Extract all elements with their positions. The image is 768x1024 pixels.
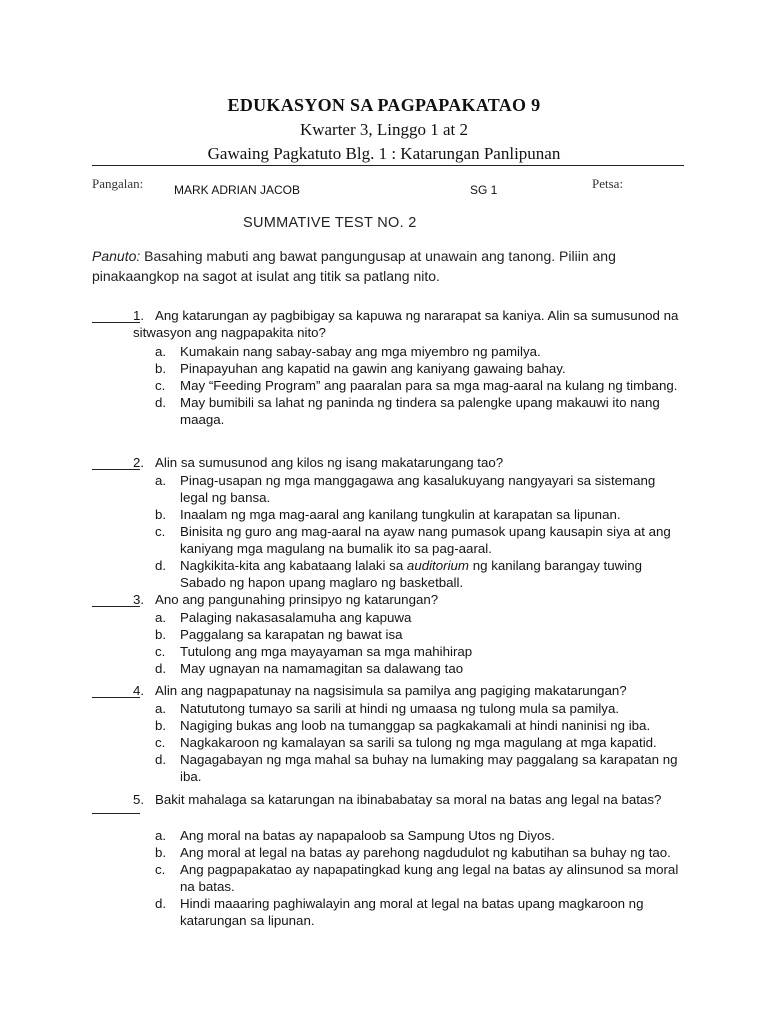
question-number: 5.: [133, 792, 145, 807]
option-letter: d.: [155, 896, 167, 911]
question-number: 2.: [133, 455, 145, 470]
option-a: [155, 472, 685, 506]
question-number: 1.: [133, 308, 145, 323]
option-text: Binisita ng guro ang mag-aaral na ayaw nang pumasok upang kausapin siya at ang kaniyang mga magulang na bumalik ito sa pag-aaral.: [180, 524, 671, 556]
document-title: EDUKASYON SA PAGPAPAKATAO 9: [227, 95, 541, 115]
option-letter: b.: [155, 361, 167, 376]
option-text: Nagkakaroon ng kamalayan sa sarili sa tulong ng mga magulang at mga kapatid.: [180, 735, 657, 750]
option-text: Ang moral na batas ay napapaloob sa Sampung Utos ng Diyos.: [180, 828, 555, 843]
option-letter: d.: [155, 395, 167, 410]
option-a: [155, 700, 685, 717]
question-text: Alin ang nagpapatunay na nagsisimula sa pamilya ang pagiging makatarungan?: [155, 683, 627, 698]
option-letter: c.: [155, 735, 166, 750]
question-text: Alin sa sumusunod ang kilos ng isang makatarungang tao?: [155, 455, 504, 470]
question-text: Ang katarungan ay pagbibigay sa kapuwa ng nararapat sa kaniya. Alin sa sumusunod na sitwasyon ang nagpapakita nito?: [133, 308, 679, 340]
option-text: May bumibili sa lahat ng paninda ng tindera sa palengke upang makauwi ito nang maaga.: [180, 395, 660, 427]
question-stem: [133, 454, 679, 471]
option-c: [155, 643, 685, 660]
option-c: [155, 861, 685, 895]
instructions-text: Basahing mabuti ang bawat pangungusap at unawain ang tanong. Piliin ang pinakaangkop na sagot at isulat ang titik sa patlang nito.: [92, 248, 616, 284]
option-letter: d.: [155, 752, 167, 767]
option-a: [155, 609, 685, 626]
option-text: Ang pagpapakatao ay napapatingkad kung ang legal na batas ay alinsunod sa moral na batas.: [180, 862, 679, 894]
option-text: May “Feeding Program” ang paaralan para sa mga mag-aaral na kulang ng timbang.: [180, 378, 678, 393]
option-text-part: Nagkikita-kita ang kabataang lalaki sa: [180, 558, 407, 573]
option-d: [155, 557, 685, 591]
option-text: Inaalam ng mga mag-aaral ang kanilang tungkulin at karapatan sa lipunan.: [180, 507, 621, 522]
option-text: Kumakain nang sabay-sabay ang mga miyembro ng pamilya.: [180, 344, 541, 359]
section-value: SG 1: [470, 183, 498, 197]
option-c: [155, 734, 685, 751]
instructions: [92, 246, 652, 286]
option-letter: b.: [155, 627, 167, 642]
option-d: [155, 895, 685, 929]
option-d: [155, 660, 685, 677]
test-title: SUMMATIVE TEST NO. 2: [243, 215, 417, 231]
question-stem: [133, 307, 679, 341]
option-text: Ang moral at legal na batas ay parehong nagdudulot ng kabutihan sa buhay ng tao.: [180, 845, 671, 860]
instructions-label: Panuto:: [92, 248, 141, 264]
option-letter: b.: [155, 507, 167, 522]
option-c: [155, 523, 685, 557]
option-c: [155, 377, 685, 394]
option-b: [155, 360, 685, 377]
name-label: Pangalan:: [92, 176, 144, 191]
option-text: Natututong tumayo sa sarili at hindi ng umaasa ng tulong mula sa pamilya.: [180, 701, 620, 716]
option-text: Pinag-usapan ng mga manggagawa ang kasalukuyang nangyayari sa sistemang legal ng bansa.: [180, 473, 656, 505]
name-value: MARK ADRIAN JACOB: [174, 183, 301, 197]
option-letter: a.: [155, 701, 167, 716]
option-b: [155, 717, 685, 734]
question-number: 3.: [133, 592, 145, 607]
option-b: [155, 506, 685, 523]
quarter-line: Kwarter 3, Linggo 1 at 2: [299, 120, 469, 139]
question-stem: [133, 591, 679, 608]
date-label: Petsa:: [592, 176, 624, 191]
option-d: [155, 751, 685, 785]
option-letter: c.: [155, 378, 166, 393]
option-letter: d.: [155, 661, 167, 676]
question-text: Ano ang pangunahing prinsipyo ng katarungan?: [155, 592, 439, 607]
question-text: Bakit mahalaga sa katarungan na ibinababatay sa moral na batas ang legal na batas?: [155, 792, 662, 807]
option-text: Pinapayuhan ang kapatid na gawin ang kaniyang gawaing bahay.: [180, 361, 566, 376]
option-letter: c.: [155, 644, 166, 659]
option-letter: a.: [155, 473, 167, 488]
option-text-italic: auditorium: [406, 558, 470, 573]
question-number: 4.: [133, 683, 145, 698]
option-text: [180, 557, 685, 591]
option-letter: d.: [155, 558, 167, 573]
option-b: [155, 626, 685, 643]
option-a: [155, 343, 685, 360]
option-text-part: ng kanilang barangay tuwing Sabado ng hapon upang maglaro ng basketball.: [180, 558, 642, 590]
option-d: [155, 394, 685, 428]
option-b: [155, 844, 685, 861]
question-stem: [133, 682, 679, 699]
option-letter: b.: [155, 845, 167, 860]
option-letter: c.: [155, 524, 166, 539]
option-text: Nagagabayan ng mga mahal sa buhay na lumaking may paggalang sa karapatan ng iba.: [180, 752, 678, 784]
option-text: May ugnayan na namamagitan sa dalawang tao: [180, 661, 464, 676]
option-text: Nagiging bukas ang loob na tumanggap sa pagkakamali at hindi naninisi ng iba.: [180, 718, 651, 733]
option-letter: b.: [155, 718, 167, 733]
option-letter: c.: [155, 862, 166, 877]
option-letter: a.: [155, 344, 167, 359]
option-text: Palaging nakasasalamuha ang kapuwa: [180, 610, 412, 625]
question-stem: [133, 791, 679, 808]
activity-line: Gawaing Pagkatuto Blg. 1 : Katarungan Panlipunan: [207, 144, 561, 163]
option-a: [155, 827, 685, 844]
option-text: Tutulong ang mga mayayaman sa mga mahihirap: [180, 644, 473, 659]
header-divider: [92, 165, 684, 166]
option-text: Hindi maaaring paghiwalayin ang moral at legal na batas upang magkaroon ng katarungan sa lipunan.: [180, 896, 644, 928]
option-text: Paggalang sa karapatan ng bawat isa: [180, 627, 403, 642]
option-letter: a.: [155, 828, 167, 843]
answer-blank[interactable]: [92, 813, 140, 814]
option-letter: a.: [155, 610, 167, 625]
document-header: [0, 92, 768, 166]
